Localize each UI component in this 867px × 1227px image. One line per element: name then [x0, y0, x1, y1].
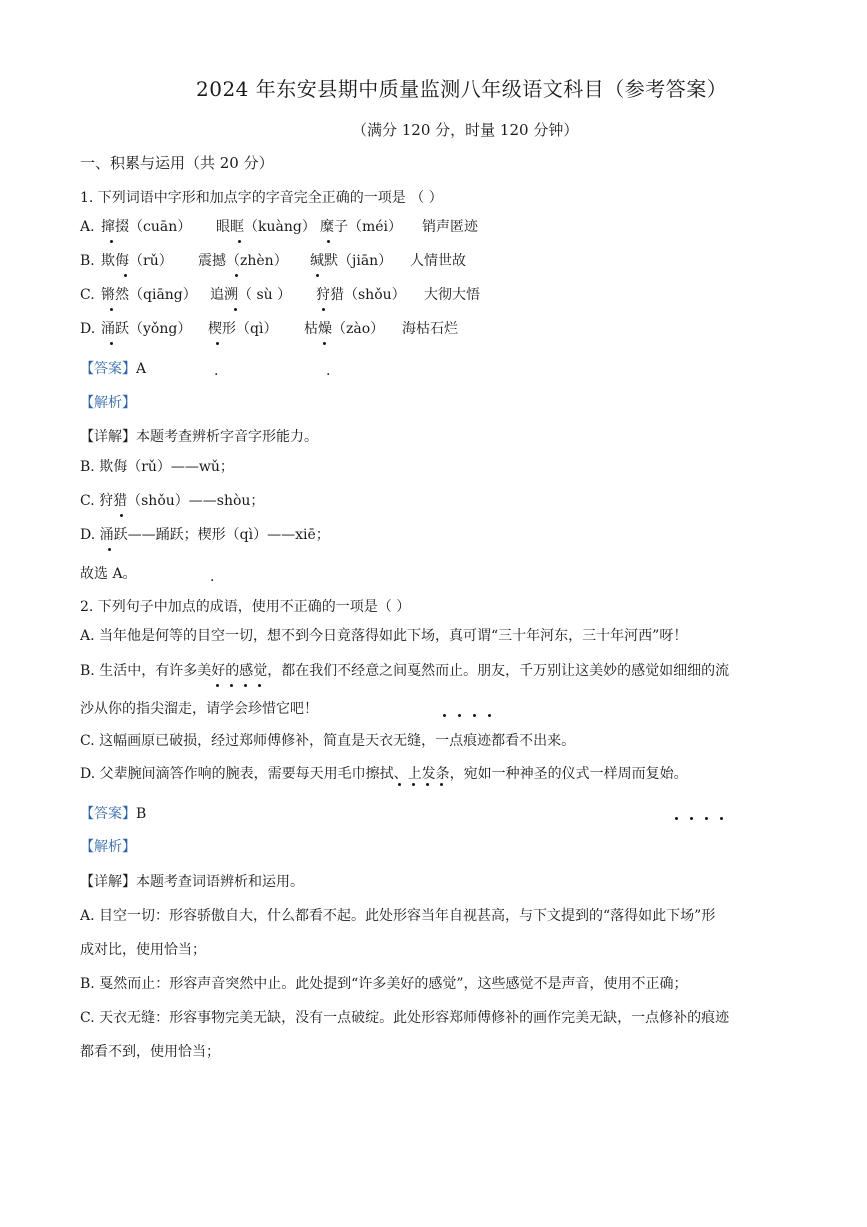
emphasis-dot — [230, 684, 233, 687]
emphasis-dot — [440, 783, 443, 786]
option-word: 人情世故 — [410, 253, 466, 269]
option-label: C. — [80, 287, 95, 303]
option-word: 眼眶（kuàng） — [216, 219, 316, 235]
question-2-option-d: D. 父辈腕间滴答作响的腕表，需要每天用毛巾擦拭、上发条，宛如一种神圣的仪式一样周而复始。 — [80, 766, 688, 782]
explanation-line: C. 天衣无缝：形容事物完美无缺，没有一点破绽。此处形容郑师傅修补的画作完美无缺，一点修补的痕迹 — [80, 1010, 730, 1026]
page-subtitle: （满分 120 分，时量 120 分钟） — [352, 121, 579, 139]
emphasis-dot — [238, 240, 241, 243]
emphasis-dot — [235, 274, 238, 277]
detail-text: 本题考查词语辨析和运用。 — [136, 874, 304, 890]
option-word: 涌跃（yǒng） — [101, 321, 192, 337]
emphasis-dot — [110, 240, 113, 243]
option-word: 销声匿迹 — [422, 219, 478, 235]
detail-text: 本题考查辨析字音字形能力。 — [136, 429, 318, 445]
option-word: 狩猎（shǒu） — [316, 287, 406, 303]
stray-mark: . — [326, 363, 331, 379]
explanation-line: B. 欺侮（rǔ）——wǔ； — [80, 459, 234, 475]
emphasis-dot — [244, 684, 247, 687]
answer-tag: 【答案】 — [80, 806, 136, 822]
explanation-line: B. 戛然而止：形容声音突然中止。此处提到“许多美好的感觉”，这些感觉不是声音，使用不正确； — [80, 976, 688, 992]
option-word: 枯燥（zào） — [304, 321, 385, 337]
stray-mark: . — [210, 569, 215, 585]
explanation-line: A. 目空一切：形容骄傲自大，什么都看不起。此处形容当年自视甚高，与下文提到的“落得如此下场”形 — [80, 908, 716, 924]
option-word: 震撼（zhèn） — [198, 253, 288, 269]
question-2-detail — [80, 873, 304, 891]
emphasis-dot — [108, 548, 111, 551]
analysis-tag: 【解析】 — [80, 839, 136, 855]
emphasis-dot — [705, 817, 708, 820]
question-2-stem: 2. 下列句子中加点的成语，使用不正确的一项是（ ） — [80, 599, 411, 615]
emphasis-dot — [327, 240, 330, 243]
option-word: 楔形（qì） — [208, 321, 278, 337]
emphasis-dot — [473, 714, 476, 717]
emphasis-dot — [398, 783, 401, 786]
conclusion: 故选 A。 — [80, 566, 137, 582]
emphasis-dot — [234, 308, 237, 311]
detail-tag: 【详解】 — [80, 874, 136, 890]
question-2-option-a: A. 当年他是何等的目空一切，想不到今日竟落得如此下场，真可谓“三十年河东，三十年河西”呀！ — [80, 628, 688, 644]
emphasis-dot — [458, 714, 461, 717]
option-word: 缄默（jiān） — [310, 253, 393, 269]
question-2-option-c: C. 这幅画原已破损，经过郑师傅修补，简直是天衣无缝，一点痕迹都看不出来。 — [80, 733, 576, 749]
emphasis-dot — [488, 714, 491, 717]
emphasis-dot — [120, 514, 123, 517]
stray-mark: . — [214, 363, 219, 379]
question-2-answer — [80, 805, 146, 823]
analysis-tag: 【解析】 — [80, 395, 136, 411]
option-word: 糜子（méi） — [320, 219, 403, 235]
question-2-option-b: B. 生活中，有许多美好的感觉，都在我们不经意之间戛然而止。朋友，千万别让这美妙的感觉如细细的流 — [80, 663, 730, 679]
emphasis-dot — [426, 783, 429, 786]
emphasis-dot — [316, 274, 319, 277]
explanation-line: D. 涌跃——踊跃；楔形（qì）——xiē； — [80, 527, 330, 543]
emphasis-dot — [110, 342, 113, 345]
explanation-line: C. 狩猎（shǒu）——shòu； — [80, 493, 265, 509]
option-label: B. — [80, 253, 95, 269]
detail-tag: 【详解】 — [80, 429, 136, 445]
option-word: 撺掇（cuān） — [101, 219, 192, 235]
emphasis-dot — [675, 817, 678, 820]
emphasis-dot — [258, 684, 261, 687]
explanation-line: 成对比，使用恰当； — [80, 942, 206, 958]
emphasis-dot — [690, 817, 693, 820]
emphasis-dot — [322, 308, 325, 311]
page-title: 2024 年东安县期中质量监测八年级语文科目（参考答案） — [196, 77, 728, 101]
emphasis-dot — [216, 342, 219, 345]
question-2-option-b-cont: 沙从你的指尖溜走，请学会珍惜它吧！ — [80, 701, 318, 717]
option-label: D. — [80, 321, 96, 337]
answer-tag: 【答案】 — [80, 361, 136, 377]
option-word: 海枯石烂 — [402, 321, 458, 337]
answer-value: A — [136, 361, 147, 377]
emphasis-dot — [216, 684, 219, 687]
answer-value: B — [136, 806, 147, 822]
question-1-detail — [80, 428, 318, 446]
emphasis-dot — [323, 342, 326, 345]
question-1-stem: 1. 下列词语中字形和加点字的字音完全正确的一项是 （ ） — [80, 190, 443, 206]
emphasis-dot — [720, 817, 723, 820]
question-1-answer — [80, 360, 146, 378]
option-word: 锵然（qiāng） — [101, 287, 197, 303]
section-heading: 一、积累与运用（共 20 分） — [80, 154, 274, 172]
emphasis-dot — [124, 274, 127, 277]
emphasis-dot — [110, 308, 113, 311]
emphasis-dot — [443, 714, 446, 717]
option-word: 欺侮（rǔ） — [101, 253, 173, 269]
option-word: 大彻大悟 — [424, 287, 480, 303]
emphasis-dot — [412, 783, 415, 786]
explanation-line: 都看不到，使用恰当； — [80, 1044, 220, 1060]
option-label: A. — [80, 219, 95, 235]
option-word: 追溯（ sù ） — [210, 287, 292, 303]
